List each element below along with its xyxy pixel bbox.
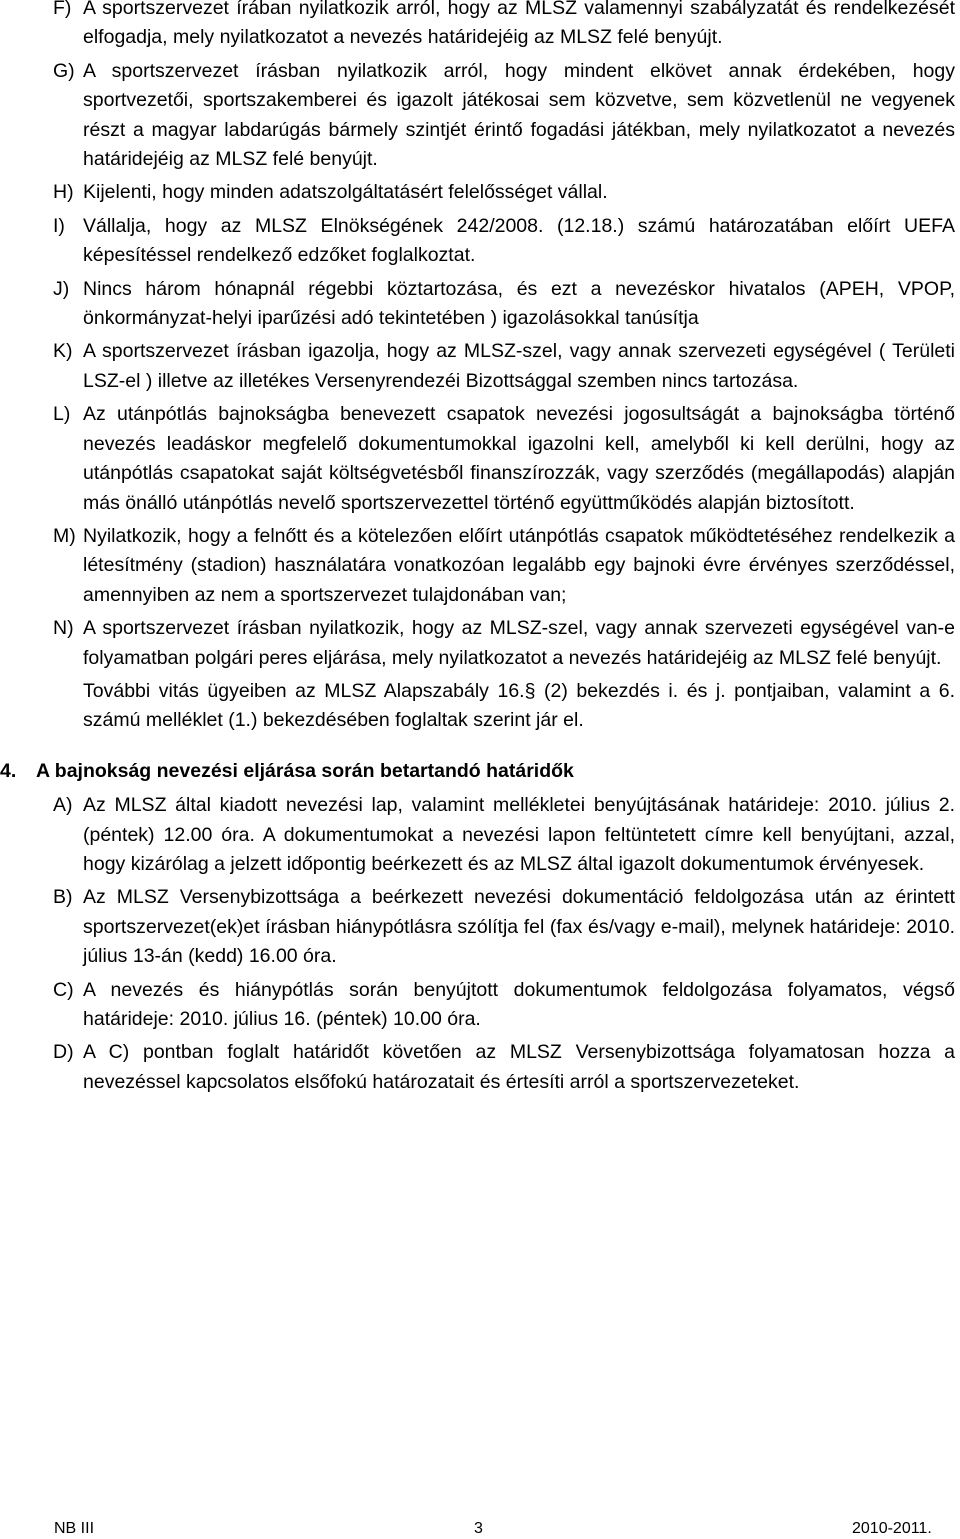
list-item-j (0, 275, 960, 334)
item-text: Az MLSZ Versenybizottsága a beérkezett nevezési dokumentáció feldolgozása után az érintett sportszervezet(ek)et írásban hiánypótlásra szólítja fel (fax és/vagy e-mail), melynek határideje: 2010. július 13-án (kedd) 16.00 óra. (83, 886, 955, 968)
list-item-n (0, 614, 960, 673)
item-text: Az utánpótlás bajnokságba benevezett csapatok nevezési jogosultságát a bajnokságba történő nevezés leadáskor megfelelő dokumentumokkal igazolni kell, amelyből ki kell derülni, hogy az utánpótlás csapatokat saját költségvetésből finanszírozzák, vagy szerződés (megállapodás) alapján más önálló utánpótlás nevelő sportszervezettel történő együttműködés alapján biztosított. (83, 403, 955, 514)
item-text: A sportszervezet írásban igazolja, hogy az MLSZ-szel, vagy annak szervezeti egységével ( Területi LSZ-el ) illetve az illetékes Versenyrendezéi Bizottsággal szemben nincs tartozása. (83, 340, 955, 392)
list-item-h (0, 178, 960, 207)
item-label: K) (53, 340, 73, 363)
item-text: A C) pontban foglalt határidőt követően az MLSZ Versenybizottsága folyamatosan hozza a nevezéssel kapcsolatos elsőfokú határozatait és értesíti arról a sportszervezeteket. (83, 1041, 955, 1093)
item-label: A) (53, 794, 73, 817)
item-text: A sportszervezet írában nyilatkozik arról, hogy az MLSZ valamennyi szabályzatát és rendelkezését elfogadja, mely nyilatkozatot a nevezés határidejéig az MLSZ felé benyújt. (83, 0, 955, 49)
item-text: Kijelenti, hogy minden adatszolgáltatásért felelősséget vállal. (83, 181, 608, 204)
list-item-b (0, 883, 960, 971)
list-item-d (0, 1038, 960, 1097)
item-label: C) (53, 978, 74, 1001)
item-text: A nevezés és hiánypótlás során benyújtott dokumentumok feldolgozása folyamatos, végső határideje: 2010. július 16. (péntek) 10.00 óra. (83, 978, 955, 1030)
footer-page-number: 3 (474, 1520, 483, 1537)
list-item-i (0, 212, 960, 271)
item-text: A sportszervezet írásban nyilatkozik arról, hogy mindent elkövet annak érdekében, hogy sportvezetői, sportszakemberei és igazolt játékosai sem közvetve, sem közvetlenül ne vegyenek részt a magyar labdarúgás bármely szintjét érintő fogadási játékban, mely nyilatkozatot a nevezés határidejéig az MLSZ felé benyújt. (83, 59, 955, 171)
section-heading (0, 757, 960, 786)
list-item-k (0, 337, 960, 396)
footer-season: 2010-2011. (852, 1520, 932, 1537)
item-label: L) (53, 403, 71, 426)
item-label: B) (53, 886, 73, 909)
item-label: H) (53, 181, 74, 204)
item-label: M) (53, 524, 76, 547)
item-text: Nyilatkozik, hogy a felnőtt és a kötelezően előírt utánpótlás csapatok működtetéséhez rendelkezik a létesítmény (stadion) használatára vonatkozóan legalább egy bajnoki évre érvényes szerződéssel, amennyiben az nem a sportszervezet tulajdonában van; (83, 524, 955, 606)
item-text: A sportszervezet írásban nyilatkozik, hogy az MLSZ-szel, vagy annak szervezeti egységével van-e folyamatban polgári peres eljárása, mely nyilatkozatot a nevezés határidejéig az MLSZ felé benyújt. (83, 617, 955, 669)
list-item-c (0, 976, 960, 1035)
item-label: N) (53, 617, 74, 640)
item-label: F) (53, 0, 72, 19)
item-text: Nincs három hónapnál régebbi köztartozása, és ezt a nevezéskor hivatalos (APEH, VPOP, önkormányzat-helyi iparűzési adó tekintetében ) igazolásokkal tanúsítja (83, 277, 955, 330)
dispute-paragraph: További vitás ügyeiben az MLSZ Alapszabály 16.§ (2) bekezdés i. és j. pontjaiban, valamint a 6. számú melléklet (1.) bekezdésében foglaltak szerint jár el. (83, 679, 955, 732)
item-list-lower (0, 791, 960, 1097)
item-list-upper (0, 0, 960, 673)
item-label: G) (53, 59, 75, 82)
list-item-m (0, 522, 960, 610)
section-number: 4. (0, 759, 17, 782)
list-item-f (0, 0, 960, 53)
section-title: A bajnokság nevezési eljárása során betartandó határidők (36, 759, 574, 782)
list-item-l (0, 400, 960, 518)
item-label: I) (53, 214, 65, 237)
item-text: Vállalja, hogy az MLSZ Elnökségének 242/2008. (12.18.) számú határozatában előírt UEFA képesítéssel rendelkező edzőket foglalkoztat. (83, 214, 955, 267)
item-text: Az MLSZ által kiadott nevezési lap, valamint mellékletei benyújtásának határideje: 2010. július 2. (péntek) 12.00 óra. A dokumentumokat a nevezési lapon feltüntetett címre kell benyújtani, azzal, hogy kizárólag a jelzett időpontig beérkezett és az MLSZ által igazolt dokumentumok érvényesek. (83, 794, 955, 875)
list-item-g (0, 57, 960, 175)
item-label: D) (53, 1041, 74, 1064)
list-item-a (0, 791, 960, 879)
footer-league: NB III (54, 1520, 95, 1537)
item-label: J) (53, 277, 70, 300)
